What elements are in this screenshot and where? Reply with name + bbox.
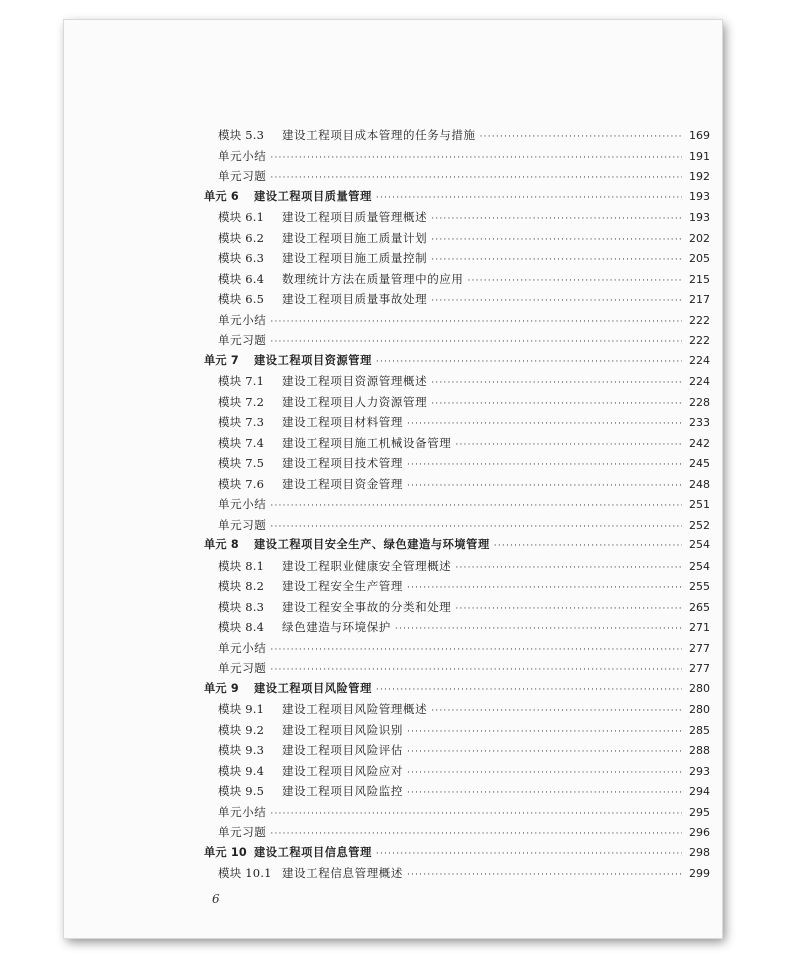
toc-entry-number: 模块 9.3 — [218, 743, 265, 757]
toc-entry-page: 248 — [689, 477, 710, 491]
toc-module-entry[interactable] — [204, 863, 710, 884]
dot-leader — [407, 763, 682, 784]
toc-module-entry[interactable] — [204, 720, 710, 741]
toc-entry-number: 模块 5.3 — [218, 128, 265, 142]
toc-entry-title: 建设工程安全生产管理 — [282, 579, 403, 593]
toc-entry-title: 建设工程项目施工机械设备管理 — [282, 435, 452, 450]
dot-leader — [480, 127, 682, 148]
toc-entry-title: 单元习题 — [218, 169, 267, 183]
toc-unit-heading[interactable] — [204, 535, 710, 556]
toc-entry-page: 271 — [689, 621, 710, 634]
dot-leader — [270, 824, 682, 845]
toc-entry-page: 255 — [689, 580, 710, 593]
toc-entry-title: 单元习题 — [218, 517, 267, 532]
toc-module-entry[interactable] — [204, 412, 710, 433]
toc-entry-number: 模块 8.1 — [218, 558, 265, 573]
toc-entry-page: 202 — [689, 231, 710, 245]
toc-entry-title: 单元习题 — [218, 825, 267, 839]
dot-leader — [431, 250, 682, 271]
dot-leader — [407, 865, 682, 886]
toc-entry-page: 193 — [689, 189, 710, 203]
toc-entry-page: 252 — [689, 518, 710, 532]
toc-module-entry[interactable] — [204, 228, 710, 249]
toc-module-entry[interactable] — [204, 248, 710, 269]
toc-sub-entry[interactable] — [204, 310, 710, 331]
dot-leader — [376, 188, 682, 209]
toc-sub-entry[interactable] — [204, 658, 710, 679]
toc-entry-number: 模块 9.2 — [218, 722, 265, 737]
toc-entry-page: 293 — [689, 764, 710, 778]
toc-entry-page: 193 — [689, 211, 710, 224]
dot-leader — [407, 722, 682, 743]
page-number: 6 — [212, 892, 220, 906]
toc-entry-page: 222 — [689, 334, 710, 347]
toc-entry-page: 222 — [689, 313, 710, 327]
dot-leader — [407, 476, 682, 497]
toc-entry-number: 模块 7.5 — [218, 456, 265, 470]
toc-entry-title: 建设工程项目成本管理的任务与措施 — [282, 128, 476, 142]
toc-entry-page: 191 — [689, 149, 710, 163]
toc-entry-number: 单元 6 — [204, 189, 239, 203]
toc-module-entry[interactable] — [204, 781, 710, 802]
toc-entry-title: 建设工程项目质量事故处理 — [282, 292, 428, 306]
toc-entry-page: 215 — [689, 272, 710, 286]
toc-unit-heading[interactable] — [204, 351, 710, 372]
toc-entry-title: 建设工程项目信息管理 — [254, 845, 372, 859]
dot-leader — [494, 536, 682, 557]
toc-entry-title: 建设工程项目质量管理 — [254, 189, 372, 203]
dot-leader — [407, 578, 682, 599]
toc-sub-entry[interactable] — [204, 494, 710, 515]
toc-entry-page: 265 — [689, 600, 710, 614]
toc-entry-title: 建设工程项目风险管理概述 — [282, 702, 428, 716]
toc-module-entry[interactable] — [204, 289, 710, 310]
dot-leader — [431, 373, 682, 394]
toc-entry-page: 205 — [689, 252, 710, 265]
toc-entry-number: 模块 8.2 — [218, 579, 265, 593]
toc-module-entry[interactable] — [204, 699, 710, 720]
toc-module-entry[interactable] — [204, 433, 710, 454]
toc-sub-entry[interactable] — [204, 166, 710, 187]
toc-entry-page: 254 — [689, 538, 710, 551]
toc-entry-page: 288 — [689, 744, 710, 757]
toc-entry-title: 绿色建造与环境保护 — [282, 620, 391, 634]
toc-entry-number: 模块 6.5 — [218, 292, 265, 306]
toc-entry-page: 280 — [689, 703, 710, 716]
toc-module-entry[interactable] — [204, 269, 710, 290]
toc-entry-title: 建设工程项目风险应对 — [282, 763, 403, 778]
document-page — [64, 20, 722, 938]
toc-entry-number: 模块 6.2 — [218, 230, 265, 245]
dot-leader — [270, 332, 682, 353]
dot-leader — [407, 783, 682, 804]
dot-leader — [270, 660, 682, 681]
toc-entry-title: 建设工程项目资源管理概述 — [282, 374, 428, 388]
toc-entry-number: 模块 7.1 — [218, 374, 265, 388]
toc-entry-title: 建设工程项目材料管理 — [282, 415, 403, 429]
toc-entry-number: 单元 8 — [204, 538, 239, 551]
toc-entry-page: 233 — [689, 416, 710, 429]
toc-entry-page: 298 — [689, 845, 710, 859]
toc-sub-entry[interactable] — [204, 822, 710, 843]
toc-entry-page: 277 — [689, 662, 710, 675]
toc-sub-entry[interactable] — [204, 330, 710, 351]
table-of-contents — [204, 125, 710, 884]
dot-leader — [455, 558, 682, 579]
toc-entry-number: 模块 6.1 — [218, 210, 265, 224]
toc-entry-number: 模块 7.6 — [218, 476, 265, 491]
toc-entry-page: 245 — [689, 457, 710, 470]
toc-unit-heading[interactable] — [204, 679, 710, 700]
dot-leader — [270, 148, 682, 169]
dot-leader — [270, 496, 682, 517]
toc-entry-number: 单元 10 — [204, 845, 247, 859]
toc-entry-page: 217 — [689, 293, 710, 306]
toc-entry-title: 建设工程项目资金管理 — [282, 476, 403, 491]
toc-module-entry[interactable] — [204, 740, 710, 761]
toc-module-entry[interactable] — [204, 392, 710, 413]
toc-entry-page: 285 — [689, 723, 710, 737]
toc-module-entry[interactable] — [204, 207, 710, 228]
toc-entry-title: 建设工程项目风险评估 — [282, 743, 403, 757]
dot-leader — [376, 352, 682, 373]
toc-entry-number: 模块 8.3 — [218, 599, 265, 614]
toc-entry-title: 建设工程项目安全生产、绿色建造与环境管理 — [254, 538, 490, 551]
toc-sub-entry[interactable] — [204, 638, 710, 659]
dot-leader — [270, 517, 682, 538]
toc-entry-title: 建设工程项目人力资源管理 — [282, 394, 428, 409]
dot-leader — [455, 435, 682, 456]
toc-entry-page: 224 — [689, 375, 710, 388]
dot-leader — [455, 599, 682, 620]
toc-entry-page: 294 — [689, 785, 710, 798]
toc-module-entry[interactable] — [204, 556, 710, 577]
toc-entry-title: 建设工程项目质量管理概述 — [282, 210, 428, 224]
toc-module-entry[interactable] — [204, 125, 710, 146]
toc-entry-title: 单元小结 — [218, 148, 267, 163]
toc-entry-title: 建设工程项目资源管理 — [254, 353, 372, 367]
toc-entry-page: 280 — [689, 681, 710, 695]
toc-module-entry[interactable] — [204, 617, 710, 638]
dot-leader — [407, 455, 682, 476]
dot-leader — [468, 271, 683, 292]
toc-entry-title: 建设工程项目施工质量控制 — [282, 251, 428, 265]
toc-entry-page: 192 — [689, 170, 710, 183]
toc-entry-number: 模块 7.3 — [218, 415, 265, 429]
toc-entry-page: 242 — [689, 436, 710, 450]
toc-entry-number: 模块 10.1 — [218, 866, 272, 880]
toc-entry-number: 模块 9.5 — [218, 784, 265, 798]
dot-leader — [270, 168, 682, 189]
toc-entry-title: 单元小结 — [218, 312, 267, 327]
toc-entry-page: 169 — [689, 129, 710, 142]
toc-entry-title: 建设工程项目技术管理 — [282, 456, 403, 470]
dot-leader — [431, 209, 682, 230]
toc-entry-title: 数理统计方法在质量管理中的应用 — [282, 271, 464, 286]
toc-module-entry[interactable] — [204, 453, 710, 474]
toc-entry-page: 228 — [689, 395, 710, 409]
toc-entry-title: 单元习题 — [218, 333, 267, 347]
dot-leader — [376, 844, 682, 865]
toc-module-entry[interactable] — [204, 597, 710, 618]
toc-entry-number: 单元 7 — [204, 353, 239, 367]
dot-leader — [431, 701, 682, 722]
toc-entry-number: 模块 7.2 — [218, 394, 265, 409]
toc-entry-page: 224 — [689, 353, 710, 367]
toc-entry-title: 建设工程安全事故的分类和处理 — [282, 599, 452, 614]
toc-entry-number: 单元 9 — [204, 681, 239, 695]
dot-leader — [431, 291, 682, 312]
dot-leader — [431, 230, 682, 251]
toc-entry-page: 299 — [689, 867, 710, 880]
toc-module-entry[interactable] — [204, 474, 710, 495]
dot-leader — [407, 414, 682, 435]
toc-entry-number: 模块 7.4 — [218, 435, 265, 450]
toc-entry-title: 建设工程项目风险识别 — [282, 722, 403, 737]
toc-entry-title: 单元习题 — [218, 661, 267, 675]
toc-entry-title: 建设工程项目风险监控 — [282, 784, 403, 798]
toc-entry-number: 模块 9.4 — [218, 763, 265, 778]
toc-module-entry[interactable] — [204, 371, 710, 392]
toc-entry-title: 建设工程职业健康安全管理概述 — [282, 558, 452, 573]
toc-module-entry[interactable] — [204, 576, 710, 597]
toc-entry-page: 254 — [689, 559, 710, 573]
toc-entry-title: 建设工程信息管理概述 — [282, 866, 403, 880]
toc-entry-number: 模块 6.3 — [218, 251, 265, 265]
toc-entry-page: 296 — [689, 826, 710, 839]
toc-entry-page: 277 — [689, 641, 710, 655]
toc-entry-title: 建设工程项目施工质量计划 — [282, 230, 428, 245]
toc-module-entry[interactable] — [204, 761, 710, 782]
dot-leader — [270, 804, 682, 825]
dot-leader — [270, 640, 682, 661]
toc-sub-entry[interactable] — [204, 515, 710, 536]
dot-leader — [431, 394, 682, 415]
toc-entry-page: 251 — [689, 498, 710, 511]
toc-unit-heading[interactable] — [204, 187, 710, 208]
toc-entry-title: 建设工程项目风险管理 — [254, 681, 372, 695]
toc-sub-entry[interactable] — [204, 802, 710, 823]
toc-entry-number: 模块 9.1 — [218, 702, 265, 716]
toc-sub-entry[interactable] — [204, 146, 710, 167]
toc-entry-page: 295 — [689, 805, 710, 819]
toc-entry-title: 单元小结 — [218, 497, 267, 511]
dot-leader — [270, 312, 682, 333]
toc-entry-title: 单元小结 — [218, 640, 267, 655]
toc-entry-title: 单元小结 — [218, 804, 267, 819]
toc-entry-number: 模块 8.4 — [218, 620, 265, 634]
dot-leader — [376, 680, 682, 701]
dot-leader — [395, 619, 682, 640]
dot-leader — [407, 742, 682, 763]
toc-unit-heading[interactable] — [204, 843, 710, 864]
toc-entry-number: 模块 6.4 — [218, 271, 265, 286]
